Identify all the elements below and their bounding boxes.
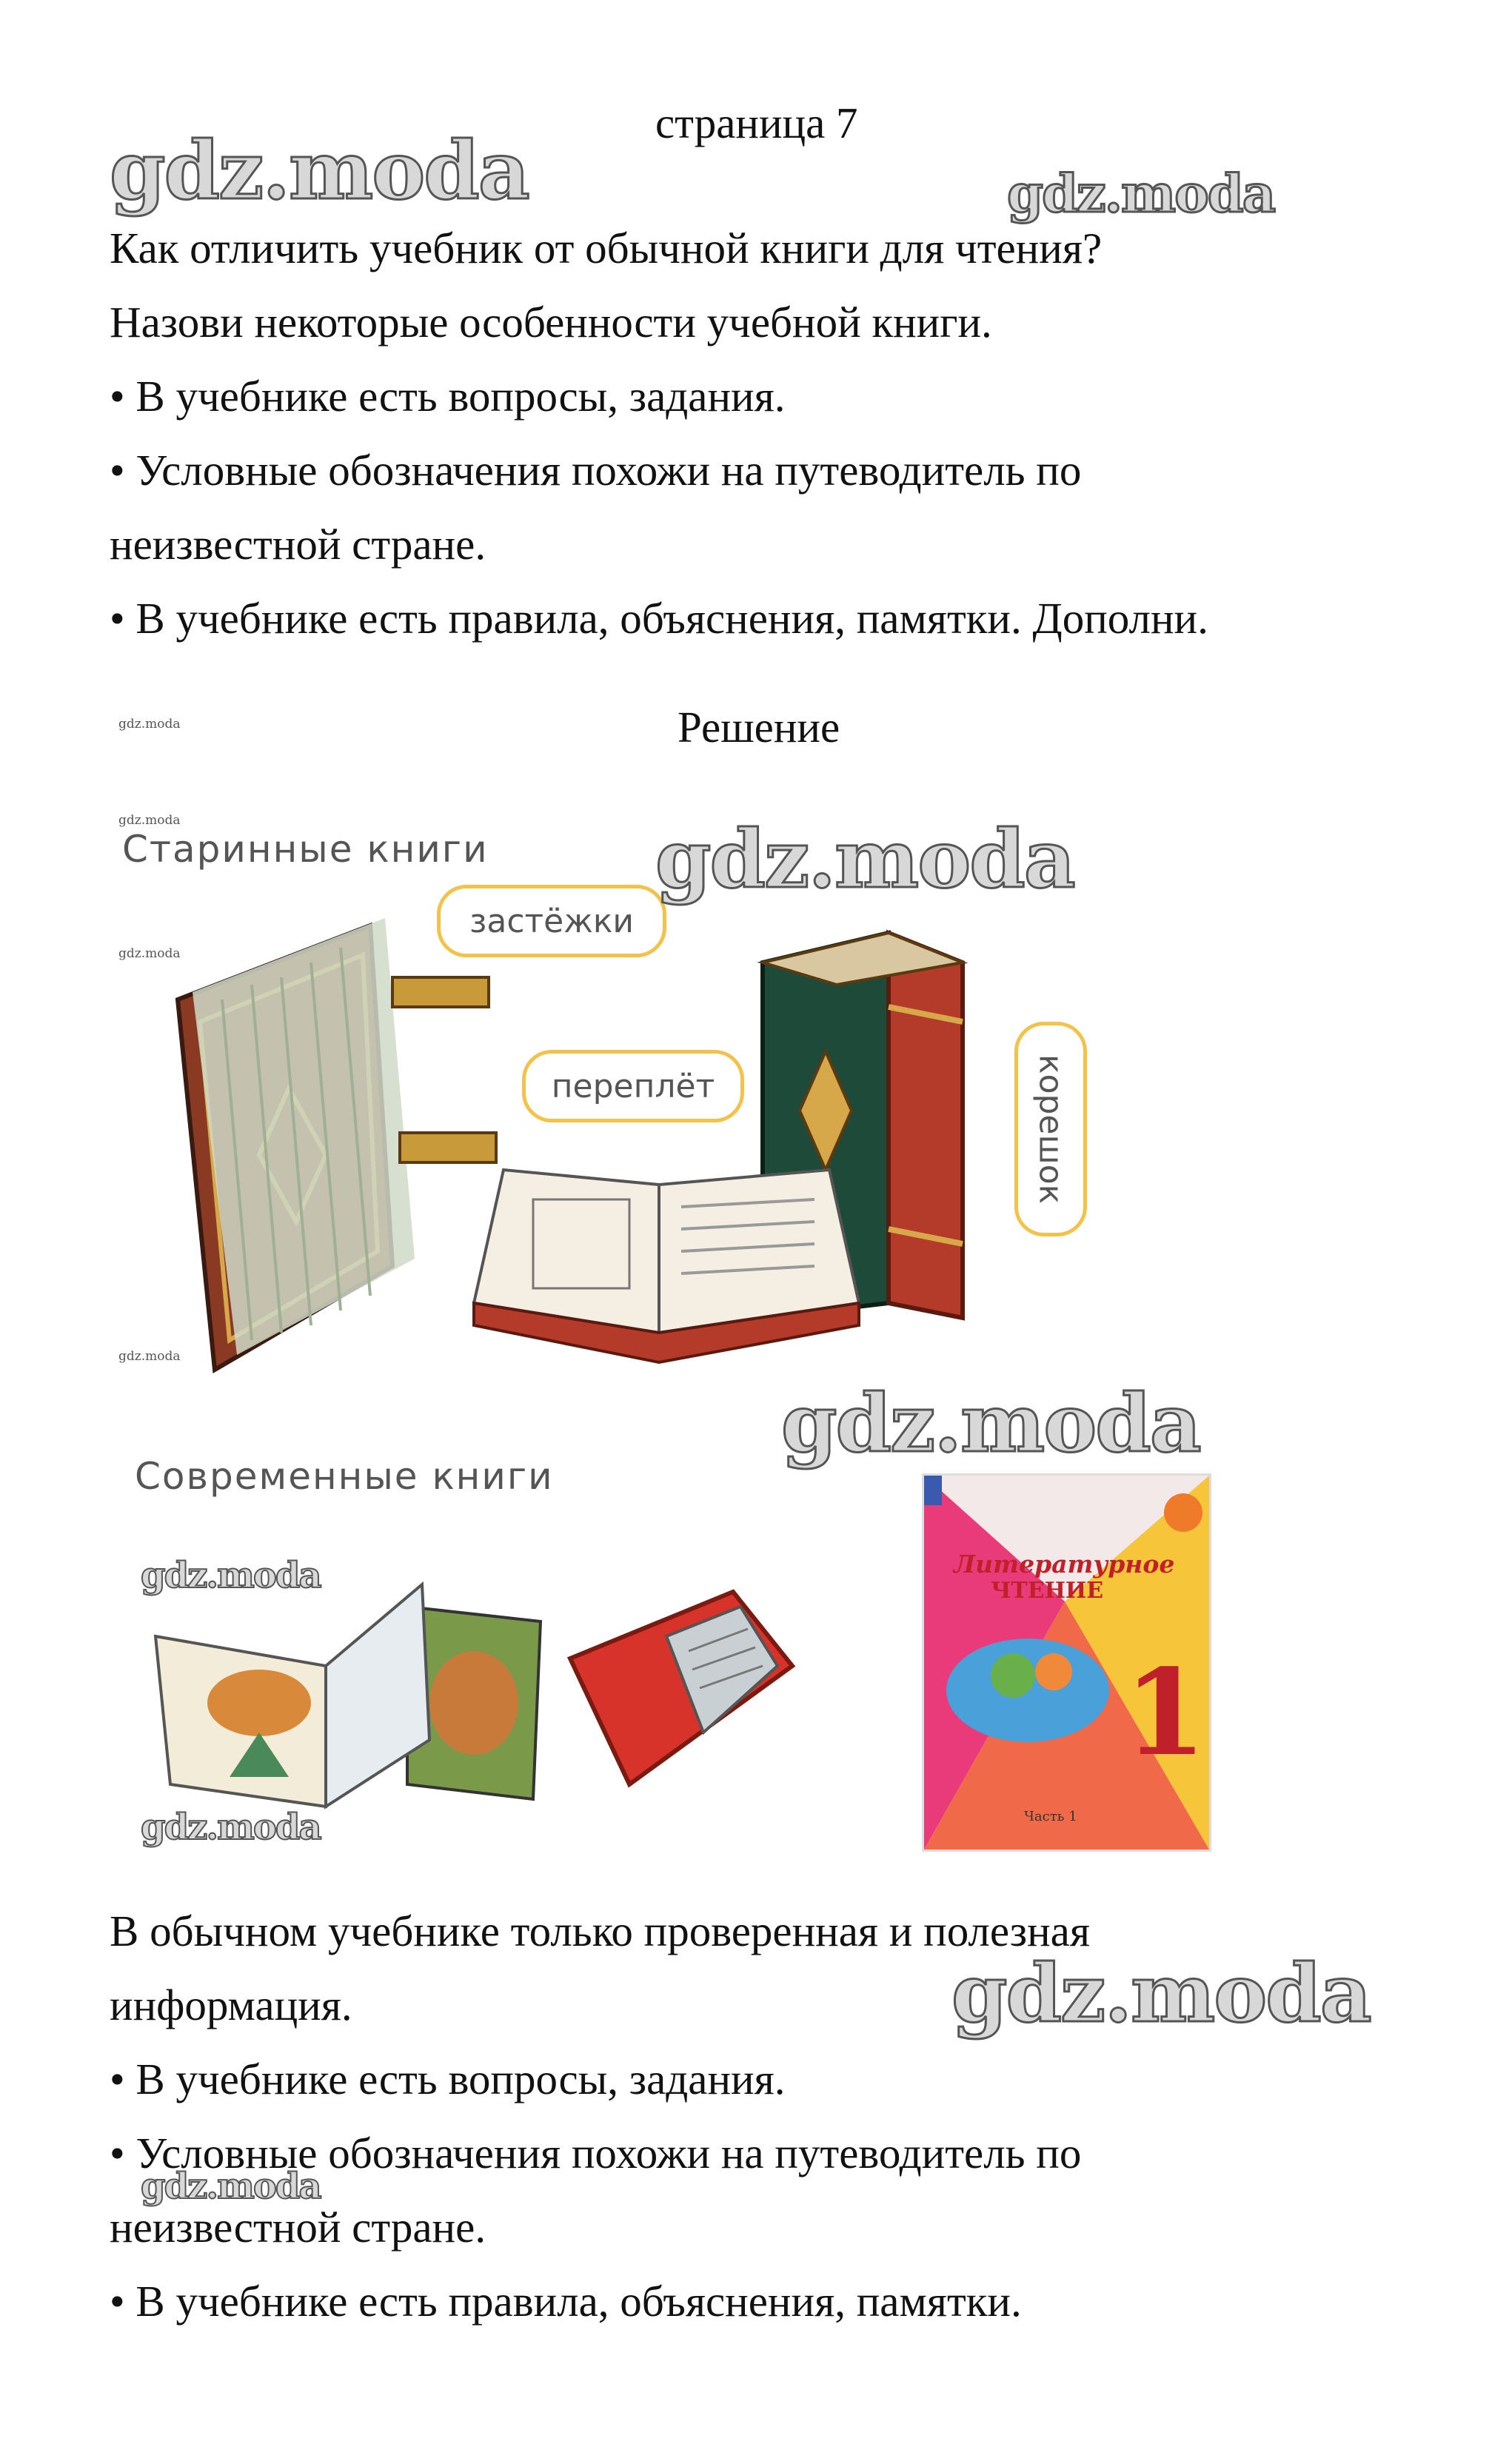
watermark: gdz.moda [951,1947,1371,2041]
textbook-cover [922,1473,1211,1852]
watermark: gdz.moda [141,2166,321,2207]
spine-label: корешок [1014,1022,1087,1236]
watermark: gdz.moda [141,1555,321,1596]
textbook-title-line-1: Литературное [954,1550,1175,1579]
answer-line-4: • Условные обозначения похожи на путеводитель по [110,2129,1082,2177]
watermark: gdz.moda [781,1377,1200,1470]
answer-line-5: неизвестной стране. [110,2203,486,2252]
watermark: gdz.moda [118,717,181,732]
textbook-grade-number: 1 [1124,1643,1207,1782]
question-line-1: Как отличить учебник от обычной книги для чтения? [110,224,1103,272]
watermark: gdz.moda [118,946,181,961]
answer-line-6: • В учебнике есть правила, объяснения, памятки. [110,2277,1022,2326]
watermark: gdz.moda [110,124,529,218]
question-line-5: неизвестной стране. [110,520,486,569]
answer-line-1: В обычном учебнике только проверенная и полезная [110,1907,1090,1955]
old-books-caption: Старинные книги [122,828,489,871]
clasps-label: застёжки [437,885,666,957]
page-number-label: страница 7 [655,98,858,147]
question-line-3: • В учебнике есть вопросы, задания. [110,372,786,421]
watermark: gdz.moda [655,813,1074,906]
textbook-title-line-2: ЧТЕНИЕ [991,1578,1104,1604]
question-line-2: Назови некоторые особенности учебной книги. [110,298,992,347]
modern-books-caption: Современные книги [135,1455,554,1498]
open-old-book-image [459,1155,874,1377]
answer-line-3: • В учебнике есть вопросы, задания. [110,2055,786,2103]
binding-label: переплёт [522,1050,744,1122]
watermark: gdz.moda [141,1807,321,1848]
watermark: gdz.moda [118,813,181,828]
textbook-part-label: Часть 1 [1024,1809,1077,1824]
answer-line-2: информация. [110,1981,352,2029]
question-line-4: • Условные обозначения похожи на путеводитель по [110,446,1082,495]
e-reader-image [555,1577,807,1799]
modern-open-books-image [141,1562,555,1821]
watermark: gdz.moda [1007,163,1275,224]
question-line-6: • В учебнике есть правила, объяснения, памятки. Дополни. [110,594,1208,643]
watermark: gdz.moda [118,1349,181,1364]
solution-heading: Решение [678,703,840,751]
